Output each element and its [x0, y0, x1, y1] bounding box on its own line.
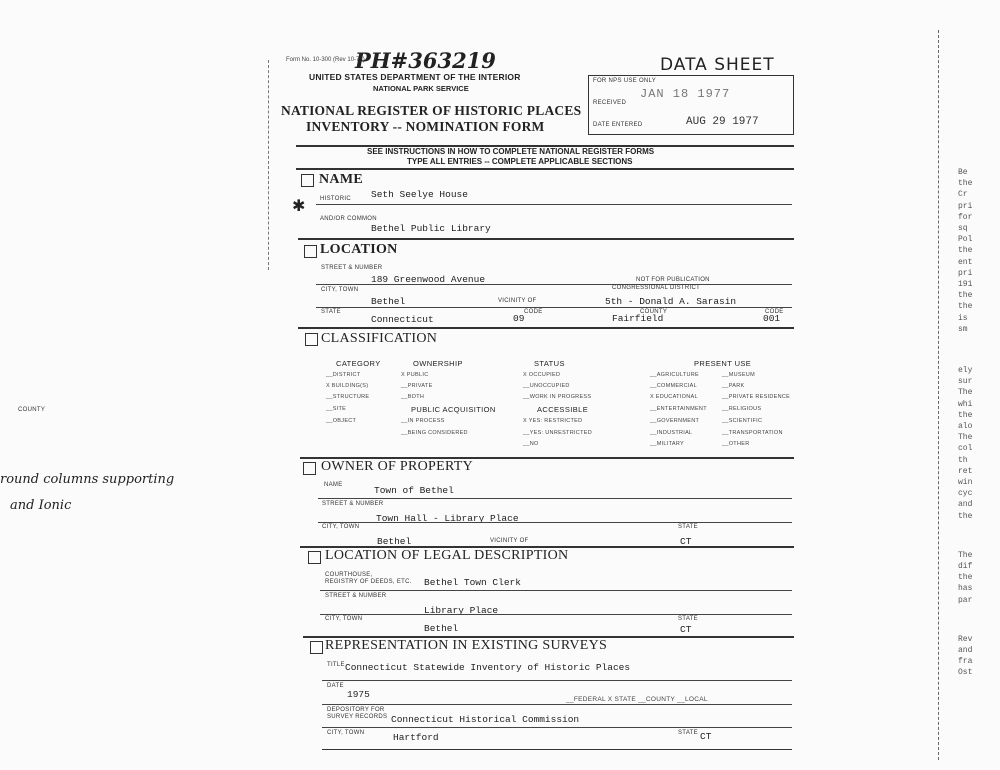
- margin-fragment: Pol: [958, 235, 973, 245]
- accessible-option: __NO: [523, 441, 539, 447]
- category-heading: CATEGORY: [336, 359, 381, 368]
- section-2-box: [304, 245, 317, 258]
- state-label: STATE: [321, 309, 341, 315]
- received-stamp: JAN 18 1977: [640, 87, 731, 101]
- ownership-heading: OWNERSHIP: [413, 359, 463, 368]
- margin-fragment: The: [958, 433, 973, 443]
- margin-fragment: the: [958, 410, 973, 420]
- survey-date: 1975: [347, 689, 370, 700]
- handwritten-id: PH#363219: [355, 48, 496, 73]
- courthouse-label-2: REGISTRY OF DEEDS, ETC.: [325, 579, 412, 585]
- margin-fragment: whi: [958, 399, 973, 409]
- acquisition-option: __BEING CONSIDERED: [401, 430, 468, 436]
- status-heading: STATUS: [534, 359, 565, 368]
- city-value: Bethel: [371, 296, 406, 307]
- use-option: __MILITARY: [650, 441, 684, 447]
- section-6-title: REPRESENTATION IN EXISTING SURVEYS: [325, 638, 608, 653]
- section-1-title: NAME: [319, 172, 363, 187]
- common-label: AND/OR COMMON: [320, 216, 377, 222]
- status-option: __UNOCCUPIED: [523, 383, 570, 389]
- date-entered-value: AUG 29 1977: [686, 116, 759, 128]
- margin-fragment: for: [958, 212, 973, 222]
- acquisition-option: __IN PROCESS: [401, 418, 445, 424]
- owner-state: CT: [680, 536, 692, 547]
- section-4-title: OWNER OF PROPERTY: [321, 459, 474, 474]
- margin-handwriting-2: and Ionic: [10, 498, 72, 513]
- margin-fragment: dif: [958, 562, 973, 571]
- depository-label-2: SURVEY RECORDS: [327, 714, 388, 720]
- category-option: X BUILDING(S): [326, 383, 369, 389]
- margin-fragment: par: [958, 595, 973, 605]
- district-value: 5th - Donald A. Sarasin: [605, 296, 737, 307]
- accessible-option: __YES: UNRESTRICTED: [523, 430, 592, 436]
- owner-city-label: CITY, TOWN: [322, 524, 360, 530]
- category-option: __OBJECT: [326, 418, 357, 424]
- ownership-option: __PRIVATE: [401, 383, 433, 389]
- rule: [320, 590, 792, 591]
- legal-state-label: STATE: [678, 616, 698, 622]
- section-1-box: [301, 174, 314, 187]
- right-margin-fragments: [958, 168, 998, 678]
- margin-handwriting-1: round columns supporting: [0, 472, 175, 487]
- status-option: __WORK IN PROGRESS: [523, 394, 592, 400]
- form-number: Form No. 10-300 (Rev 10-74): [286, 57, 365, 63]
- category-option: __SITE: [326, 406, 347, 412]
- margin-fragment: Ost: [958, 668, 973, 678]
- rule: [298, 238, 794, 240]
- use-option: __PRIVATE RESIDENCE: [722, 394, 791, 400]
- right-fold-line: [938, 30, 939, 760]
- margin-fragment: the: [958, 573, 973, 583]
- present-use-heading: PRESENT USE: [694, 359, 752, 368]
- ownership-option: __BOTH: [401, 394, 425, 400]
- section-6-box: [310, 641, 323, 654]
- use-option: __COMMERCIAL: [650, 383, 697, 389]
- margin-fragment: the: [958, 179, 973, 189]
- owner-name-label: NAME: [324, 482, 343, 488]
- rule: [298, 327, 794, 329]
- use-option: __RELIGIOUS: [722, 406, 762, 412]
- legal-city-label: CITY, TOWN: [325, 616, 363, 622]
- margin-fragment: ent: [958, 257, 973, 267]
- section-5-title: LOCATION OF LEGAL DESCRIPTION: [325, 548, 569, 563]
- accessible-option: X YES: RESTRICTED: [523, 418, 583, 424]
- survey-title-label: TITLE: [327, 662, 345, 668]
- section-2-title: LOCATION: [320, 242, 398, 257]
- rule: [322, 727, 792, 728]
- section-3-box: [305, 333, 318, 346]
- owner-street-label: STREET & NUMBER: [322, 501, 384, 507]
- rule: [322, 704, 792, 705]
- margin-fragment: Cr: [958, 190, 968, 200]
- depository-label-1: DEPOSITORY FOR: [327, 707, 385, 713]
- margin-fragment: cyc: [958, 489, 973, 499]
- use-option: __OTHER: [722, 441, 750, 447]
- use-option: __MUSEUM: [722, 372, 755, 378]
- county-label: COUNTY: [640, 309, 668, 315]
- margin-fragment: the: [958, 291, 973, 301]
- checkmark-icon: ✱: [292, 198, 306, 215]
- margin-fragment: ret: [958, 466, 973, 476]
- margin-fragment: Be: [958, 168, 968, 177]
- instructions-line-2: TYPE ALL ENTRIES -- COMPLETE APPLICABLE SECTIONS: [407, 157, 633, 166]
- survey-date-label: DATE: [327, 683, 344, 689]
- county-code-label: CODE: [765, 309, 784, 315]
- margin-fragment: and: [958, 646, 973, 655]
- use-option: __AGRICULTURE: [650, 372, 700, 378]
- legal-street-label: STREET & NUMBER: [325, 593, 387, 599]
- category-option: __DISTRICT: [326, 372, 361, 378]
- use-option: __GOVERNMENT: [650, 418, 700, 424]
- margin-fragment: the: [958, 246, 973, 256]
- rule: [316, 284, 792, 285]
- use-option: __ENTERTAINMENT: [650, 406, 707, 412]
- received-label: RECEIVED: [593, 100, 627, 106]
- margin-fragment: 191: [958, 280, 973, 289]
- street-label: STREET & NUMBER: [321, 265, 383, 271]
- margin-fragment: sq: [958, 224, 968, 233]
- use-option: __TRANSPORTATION: [722, 430, 783, 436]
- margin-fragment: sm: [958, 324, 968, 334]
- survey-levels: __FEDERAL X STATE __COUNTY __LOCAL: [566, 696, 708, 703]
- survey-title-value: Connecticut Statewide Inventory of Historic Places: [345, 662, 631, 673]
- nps-use-label: FOR NPS USE ONLY: [593, 78, 657, 84]
- margin-county-label: COUNTY: [18, 407, 46, 413]
- survey-state: CT: [700, 731, 712, 742]
- department-name: UNITED STATES DEPARTMENT OF THE INTERIOR: [309, 72, 521, 82]
- margin-fragment: col: [958, 444, 973, 454]
- instructions-line-1: SEE INSTRUCTIONS IN HOW TO COMPLETE NATIONAL REGISTER FORMS: [367, 147, 655, 156]
- vicinity-label: VICINITY OF: [498, 298, 537, 304]
- owner-street: Town Hall - Library Place: [376, 513, 519, 524]
- use-option: __PARK: [722, 383, 745, 389]
- date-entered-label: DATE ENTERED: [593, 122, 643, 128]
- margin-fragment: is: [958, 313, 968, 323]
- status-option: X OCCUPIED: [523, 372, 561, 378]
- agency-name: NATIONAL PARK SERVICE: [373, 84, 469, 93]
- owner-name: Town of Bethel: [374, 485, 454, 496]
- margin-fragment: Rev: [958, 634, 973, 644]
- survey-city-label: CITY, TOWN: [327, 730, 365, 736]
- ownership-option: X PUBLIC: [401, 372, 429, 378]
- section-3-title: CLASSIFICATION: [321, 331, 438, 346]
- instructions-bottom-rule: [296, 168, 794, 170]
- county-value: Fairfield: [612, 313, 664, 324]
- state-code-label: CODE: [524, 309, 543, 315]
- margin-fragment: alo: [958, 422, 973, 431]
- left-fold-line: [268, 60, 269, 270]
- use-option: __SCIENTIFIC: [722, 418, 763, 424]
- survey-city: Hartford: [393, 732, 439, 743]
- rule: [316, 204, 792, 205]
- legal-city: Bethel: [424, 623, 459, 634]
- rule: [322, 680, 792, 681]
- historic-label: HISTORIC: [320, 196, 351, 202]
- margin-fragment: sur: [958, 377, 973, 387]
- state-code-value: 09: [513, 313, 525, 324]
- county-code-value: 001: [763, 313, 781, 324]
- legal-state: CT: [680, 624, 692, 635]
- margin-fragment: The: [958, 550, 973, 560]
- survey-state-label: STATE: [678, 730, 698, 736]
- margin-fragment: pri: [958, 201, 973, 211]
- depository-value: Connecticut Historical Commission: [391, 714, 580, 725]
- courthouse-value: Bethel Town Clerk: [424, 577, 521, 588]
- district-label: CONGRESSIONAL DISTRICT: [612, 285, 701, 291]
- rule: [316, 307, 792, 308]
- form-title-2: INVENTORY -- NOMINATION FORM: [306, 119, 545, 134]
- historic-name: Seth Seelye House: [371, 189, 468, 200]
- street-value: 189 Greenwood Avenue: [371, 274, 486, 285]
- category-option: __STRUCTURE: [326, 394, 370, 400]
- legal-street: Library Place: [424, 605, 499, 616]
- margin-fragment: th: [958, 455, 968, 465]
- rule: [318, 522, 792, 523]
- state-value: Connecticut: [371, 314, 434, 325]
- use-option: X EDUCATIONAL: [650, 394, 698, 400]
- owner-city: Bethel: [377, 536, 412, 547]
- section-5-box: [308, 551, 321, 564]
- common-name: Bethel Public Library: [371, 223, 491, 234]
- margin-fragment: the: [958, 302, 973, 312]
- data-sheet-stamp: DATA SHEET: [660, 55, 775, 75]
- margin-fragment: pri: [958, 268, 973, 278]
- margin-fragment: fra: [958, 657, 973, 667]
- form-title-1: NATIONAL REGISTER OF HISTORIC PLACES: [281, 103, 582, 118]
- rule: [320, 614, 792, 615]
- rule: [322, 749, 792, 750]
- use-option: __INDUSTRIAL: [650, 430, 693, 436]
- section-4-box: [303, 462, 316, 475]
- acquisition-heading: PUBLIC ACQUISITION: [411, 405, 496, 414]
- city-label: CITY, TOWN: [321, 287, 359, 293]
- margin-fragment: has: [958, 584, 973, 594]
- not-for-publication: NOT FOR PUBLICATION: [636, 277, 710, 283]
- courthouse-label-1: COURTHOUSE,: [325, 572, 373, 578]
- margin-fragment: ely: [958, 366, 973, 375]
- margin-fragment: win: [958, 478, 973, 487]
- rule: [318, 498, 792, 499]
- accessible-heading: ACCESSIBLE: [537, 405, 589, 414]
- owner-vicinity-label: VICINITY OF: [490, 538, 529, 544]
- margin-fragment: The: [958, 388, 973, 398]
- owner-state-label: STATE: [678, 524, 698, 530]
- margin-fragment: the: [958, 511, 973, 521]
- margin-fragment: and: [958, 500, 973, 510]
